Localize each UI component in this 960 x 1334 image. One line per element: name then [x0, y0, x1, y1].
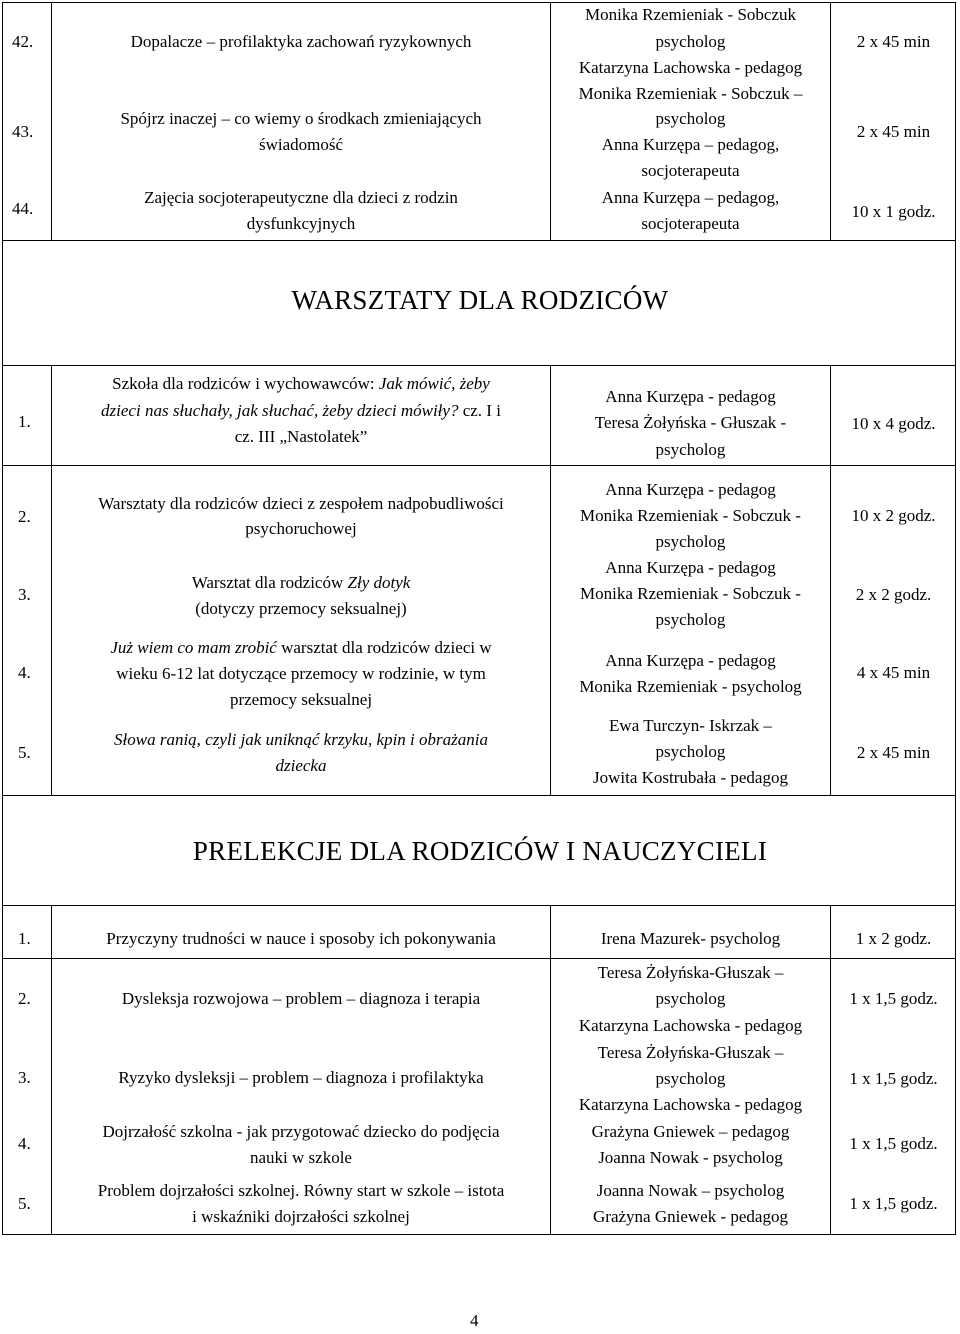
- person-name: Grażyna Gniewek - pedagog: [593, 1207, 788, 1226]
- course-title: Dopalacze – profilaktyka zachowań ryzykownych: [130, 32, 472, 51]
- row-number: 3.: [18, 585, 31, 604]
- person-role: psycholog: [655, 532, 726, 551]
- person-role: psycholog: [655, 610, 726, 629]
- person-name: Irena Mazurek- psycholog: [600, 929, 781, 948]
- workshop-title: Warsztaty dla rodziców dzieci z zespołem nadpobudliwości: [98, 494, 504, 513]
- person-name: Katarzyna Lachowska - pedagog: [578, 1016, 803, 1035]
- duration: 1 x 1,5 godz.: [849, 1134, 938, 1153]
- person-name: Anna Kurzępa – pedagog,: [601, 135, 780, 154]
- person-role: psycholog: [655, 1069, 726, 1088]
- duration: 10 x 4 godz.: [851, 414, 936, 433]
- person-role: psycholog: [655, 742, 726, 761]
- workshop-title: przemocy seksualnej: [229, 690, 373, 709]
- duration: 2 x 45 min: [856, 32, 931, 51]
- row-divider: [2, 365, 956, 366]
- person-role: psycholog: [655, 32, 726, 51]
- workshop-title: (dotyczy przemocy seksualnej): [195, 599, 407, 618]
- course-title: Zajęcia socjoterapeutyczne dla dzieci z rodzin: [144, 188, 458, 207]
- person-name: Anna Kurzępa - pedagog: [605, 558, 776, 577]
- person-name: Anna Kurzępa - pedagog: [605, 480, 776, 499]
- workshop-title: wieku 6-12 lat dotyczące przemocy w rodzinie, w tym: [116, 664, 486, 683]
- workshop-title: Szkoła dla rodziców i wychowawców: Jak mówić, żeby: [112, 374, 490, 393]
- row-divider: [2, 795, 956, 796]
- person-role: psycholog: [655, 109, 726, 128]
- row-number: 4.: [18, 1134, 31, 1153]
- person-name: Monika Rzemieniak - Sobczuk -: [580, 584, 801, 603]
- workshop-title: cz. III „Nastolatek”: [234, 427, 368, 446]
- person-name: Teresa Żołyńska-Głuszak –: [597, 963, 784, 982]
- section-heading-lectures: PRELEKCJE DLA RODZICÓW I NAUCZYCIELI: [192, 836, 768, 866]
- person-role: psycholog: [655, 989, 726, 1008]
- duration: 1 x 2 godz.: [855, 929, 932, 948]
- page-number: 4: [470, 1311, 479, 1330]
- row-number: 2.: [18, 989, 31, 1008]
- row-number: 3.: [18, 1068, 31, 1087]
- duration: 1 x 1,5 godz.: [849, 1194, 938, 1213]
- duration: 2 x 2 godz.: [855, 585, 932, 604]
- course-title: świadomość: [258, 135, 344, 154]
- person-name: Monika Rzemieniak - Sobczuk –: [578, 84, 803, 103]
- person-name: Teresa Żołyńska - Głuszak -: [594, 413, 787, 432]
- duration: 10 x 2 godz.: [851, 506, 936, 525]
- section-heading-workshops: WARSZTATY DLA RODZICÓW: [291, 285, 669, 315]
- duration: 1 x 1,5 godz.: [849, 1069, 938, 1088]
- person-name: Anna Kurzępa - pedagog: [605, 651, 776, 670]
- row-divider: [2, 958, 956, 959]
- person-name: Jowita Kostrubała - pedagog: [593, 768, 788, 787]
- duration: 4 x 45 min: [856, 663, 931, 682]
- row-number: 42.: [12, 32, 34, 51]
- duration: 10 x 1 godz.: [851, 202, 936, 221]
- person-name: Teresa Żołyńska-Głuszak –: [597, 1043, 784, 1062]
- person-name: Grażyna Gniewek – pedagog: [591, 1122, 790, 1141]
- workshop-title: dziecka: [275, 756, 327, 775]
- row-number: 1.: [18, 929, 31, 948]
- duration: 2 x 45 min: [856, 743, 931, 762]
- person-name: Ewa Turczyn- Iskrzak –: [609, 716, 772, 735]
- row-number: 2.: [18, 507, 31, 526]
- duration: 1 x 1,5 godz.: [849, 989, 938, 1008]
- row-divider: [2, 240, 956, 241]
- lecture-title: nauki w szkole: [250, 1148, 352, 1167]
- person-name: Joanna Nowak - psycholog: [598, 1148, 783, 1167]
- person-name: Katarzyna Lachowska - pedagog: [578, 58, 803, 77]
- person-name: Katarzyna Lachowska - pedagog: [578, 1095, 803, 1114]
- person-name: Anna Kurzępa – pedagog,: [601, 188, 780, 207]
- person-role: socjoterapeuta: [641, 214, 740, 233]
- lecture-title: Przyczyny trudności w nauce i sposoby ich pokonywania: [106, 929, 496, 948]
- workshop-title: Warsztat dla rodziców Zły dotyk: [191, 573, 411, 592]
- lecture-title: Dysleksja rozwojowa – problem – diagnoza i terapia: [121, 989, 481, 1008]
- row-number: 5.: [18, 743, 31, 762]
- person-role: socjoterapeuta: [641, 161, 740, 180]
- row-number: 1.: [18, 412, 31, 431]
- person-name: Monika Rzemieniak - Sobczuk -: [580, 506, 801, 525]
- course-title: Spójrz inaczej – co wiemy o środkach zmieniających: [120, 109, 482, 128]
- workshop-title: Słowa ranią, czyli jak uniknąć krzyku, kpin i obrażania: [114, 730, 488, 749]
- lecture-title: Ryzyko dysleksji – problem – diagnoza i profilaktyka: [118, 1068, 484, 1087]
- person-name: Joanna Nowak – psycholog: [596, 1181, 785, 1200]
- row-number: 44.: [12, 199, 34, 218]
- lecture-title: i wskaźniki dojrzałości szkolnej: [192, 1207, 410, 1226]
- person-role: psycholog: [655, 440, 726, 459]
- person-name: Monika Rzemieniak - Sobczuk: [584, 5, 797, 24]
- lecture-title: Problem dojrzałości szkolnej. Równy start w szkole – istota: [97, 1181, 505, 1200]
- duration: 2 x 45 min: [856, 122, 931, 141]
- row-number: 43.: [12, 122, 34, 141]
- workshop-title: Już wiem co mam zrobić warsztat dla rodziców dzieci w: [110, 638, 492, 657]
- workshop-title: dzieci nas słuchały, jak słuchać, żeby dzieci mówiły? cz. I i: [101, 401, 501, 420]
- row-divider: [2, 465, 956, 466]
- person-name: Anna Kurzępa - pedagog: [605, 387, 776, 406]
- person-name: Monika Rzemieniak - psycholog: [579, 677, 802, 696]
- course-title: dysfunkcyjnych: [246, 214, 356, 233]
- row-number: 5.: [18, 1194, 31, 1213]
- lecture-title: Dojrzałość szkolna - jak przygotować dziecko do podjęcia: [102, 1122, 500, 1141]
- workshop-title: psychoruchowej: [245, 519, 357, 538]
- row-divider: [2, 905, 956, 906]
- row-number: 4.: [18, 663, 31, 682]
